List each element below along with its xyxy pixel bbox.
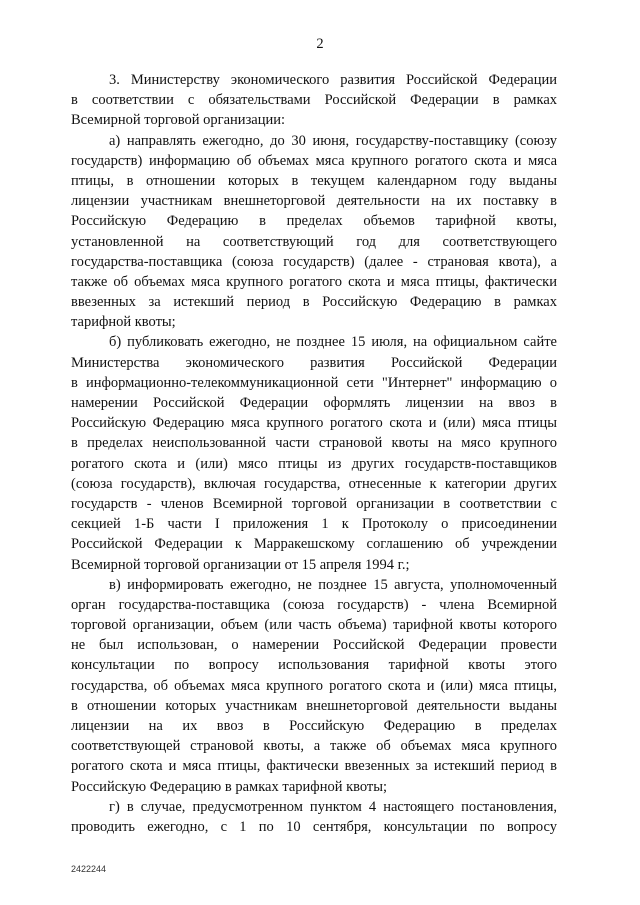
text-line: Российской Федерации к Марракешскому соглашению об учреждении [71, 536, 557, 553]
text-line: в пределах неиспользованной части страновой квоты на мясо крупного [71, 435, 557, 452]
paragraph-pb [71, 332, 557, 574]
text-line: Российскую Федерацию в пределах объемов тарифной квоты, [71, 213, 557, 230]
paragraph-pv [71, 575, 557, 797]
text-line: б) публиковать ежегодно, не позднее 15 июля, на официальном сайте [109, 334, 557, 351]
text-line: лицензии участникам внешнеторговой деятельности на их поставку в [71, 193, 557, 210]
text-line: государств - членов Всемирной торговой организации в соответствии с [71, 495, 557, 512]
text-line: государств) информацию об объемах мяса крупного рогатого скота и мяса [71, 152, 557, 169]
text-line: рогатого скота и мяса птицы, фактически ввезенных за истекший период в [71, 758, 557, 775]
paragraph-pg [71, 797, 557, 837]
text-line: 3. Министерству экономического развития Российской Федерации [109, 72, 557, 88]
text-line: проводить ежегодно, с 1 по 10 сентября, консультации по вопросу [71, 818, 557, 835]
paragraph-pa [71, 131, 557, 333]
text-line: Министерства экономического развития Российской Федерации [71, 354, 557, 371]
text-line: в информационно-телекоммуникационной сети "Интернет" информацию о [71, 374, 557, 391]
text-line: а) направлять ежегодно, до 30 июня, государству-поставщику (союзу [109, 132, 557, 149]
text-line: лицензии на их ввоз в Российскую Федерацию в пределах [71, 718, 557, 734]
text-line: (союза государств), включая государства, отнесенные к категории других [71, 475, 557, 492]
text-line: орган государства-поставщика (союза государств) - члена Всемирной [71, 596, 557, 613]
text-line: консультации по вопросу использования тарифной квоты этого [71, 657, 557, 674]
text-line: не был использован, о намерении Российской Федерации провести [71, 637, 557, 654]
text-line: птицы, в отношении которых в текущем календарном году выданы [71, 172, 557, 189]
text-line: ввезенных за истекший период в Российскую Федерацию в рамках [71, 294, 557, 311]
text-line: государства, об объемах мяса крупного рогатого скота и (или) мяса птицы, [71, 677, 557, 694]
text-line: рогатого скота и (или) мясо птицы из других государств-поставщиков [71, 455, 557, 472]
text-line: установленной на соответствующий год для соответствующего [71, 233, 557, 250]
text-line: в) информировать ежегодно, не позднее 15 августа, уполномоченный [109, 576, 557, 593]
text-line: в соответствии с обязательствами Российской Федерации в рамках [71, 92, 557, 109]
text-line: Всемирной торговой организации: [71, 112, 286, 129]
text-line: государства-поставщика (союза государств) (далее - страновая квота), а [71, 253, 557, 270]
paragraph-p3 [71, 70, 557, 131]
text-line: г) в случае, предусмотренном пунктом 4 настоящего постановления, [109, 798, 557, 815]
text-line: соответствующей страновой квоты, а также об объемах мяса крупного [71, 738, 557, 755]
text-line: секцией 1-Б части I приложения 1 к Протоколу о присоединении [71, 516, 557, 533]
text-line: Российскую Федерацию мяса крупного рогатого скота и (или) мяса птицы [71, 415, 557, 432]
text-line: Российскую Федерацию в рамках тарифной квоты; [71, 778, 388, 795]
text-line: торговой организации, объем (или часть объема) тарифной квоты которого [71, 617, 557, 634]
document-body [71, 70, 557, 837]
text-line: намерении Российской Федерации оформлять лицензии на ввоз в [71, 395, 557, 411]
text-line: тарифной квоты; [71, 314, 176, 331]
text-line: в отношении которых участникам внешнеторговой деятельности выданы [71, 697, 557, 714]
document-code: 2422244 [71, 864, 107, 874]
text-line: также об объемах мяса крупного рогатого скота и мяса птицы, фактически [71, 273, 557, 290]
text-line: Всемирной торговой организации от 15 апреля 1994 г.; [71, 556, 410, 573]
page-number: 2 [316, 36, 324, 52]
